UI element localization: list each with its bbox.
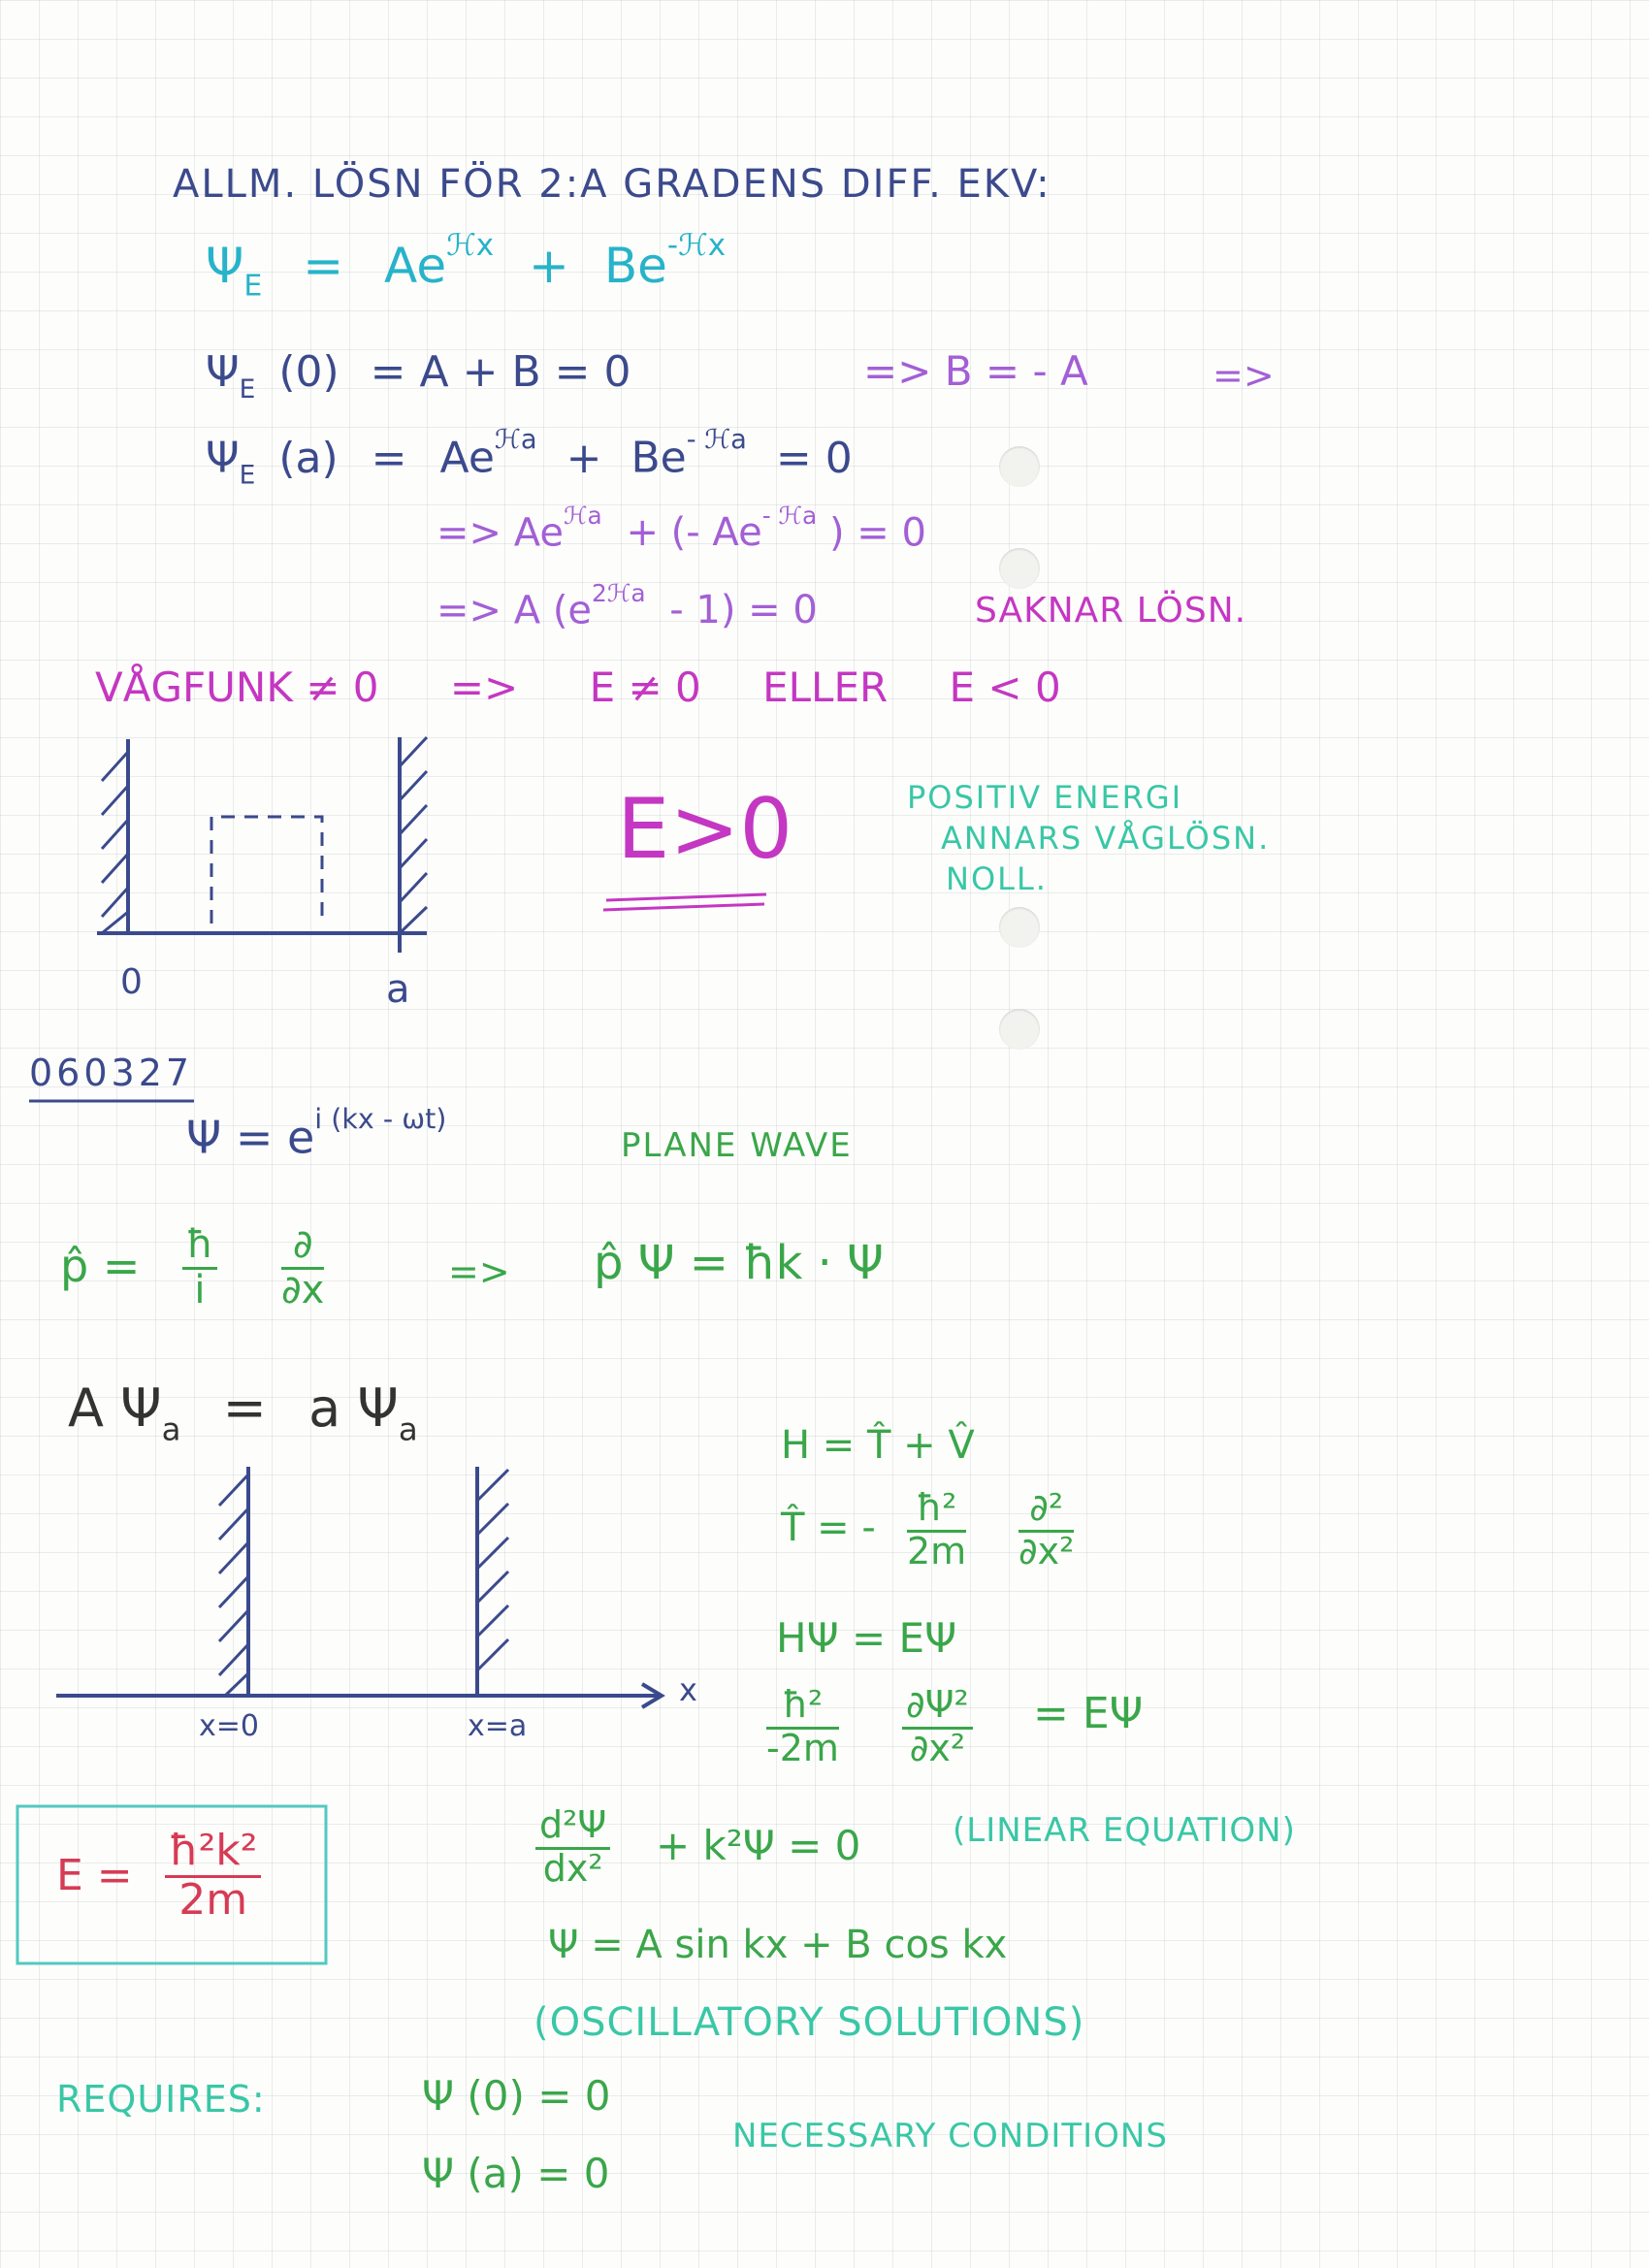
denominator: 2m: [907, 1529, 967, 1572]
energy-positive: E>0: [617, 781, 793, 878]
label-x-equals-a: x=a: [468, 1709, 528, 1743]
linear-equation-note: (LINEAR EQUATION): [953, 1811, 1296, 1850]
energy-formula-lhs: E =: [56, 1851, 133, 1900]
hbar-over-i: [182, 1224, 217, 1311]
numerator: ħ²k²: [165, 1829, 261, 1878]
equals: =: [371, 433, 407, 483]
momentum-operator-lhs: p̂ =: [60, 1240, 141, 1292]
denominator: 2m: [178, 1875, 248, 1926]
equals: =: [303, 237, 344, 294]
exponent: ℋa: [564, 502, 602, 530]
plane-wave-equation: [186, 1103, 447, 1164]
denominator: -2m: [766, 1726, 839, 1769]
well-label-a: a: [386, 967, 410, 1012]
step1-end: ) = 0: [828, 510, 926, 556]
partial-derivative-x: [281, 1224, 324, 1311]
exponent: ℋx: [446, 228, 495, 263]
energy-formula-fraction: [165, 1826, 261, 1926]
left-wall-hatch: [219, 1474, 248, 1696]
plus: +: [529, 237, 569, 294]
note-line-1: POSITIV ENERGI: [907, 779, 1183, 816]
date-label: 060327: [29, 1052, 194, 1094]
note-line-3: NOLL.: [946, 860, 1048, 897]
momentum-eigen-relation: p̂ Ψ = ħk · Ψ: [594, 1236, 884, 1290]
general-oscillatory-solution: Ψ = A sin kx + B cos kx: [548, 1923, 1008, 1967]
oscillatory-note: (OSCILLATORY SOLUTIONS): [534, 2000, 1085, 2045]
equals: =: [222, 1377, 267, 1439]
denominator: ∂x²: [1018, 1529, 1075, 1572]
bc0-rhs: = A + B = 0: [370, 347, 631, 397]
second-derivative-x: [1018, 1486, 1075, 1572]
second-derivative-psi: [902, 1683, 973, 1769]
psi-symbol: Ψ: [206, 347, 240, 397]
hbar2-over-2m: [907, 1486, 967, 1572]
x-axis-label: x: [679, 1671, 697, 1708]
psi-symbol: Ψ: [206, 237, 244, 294]
subscript: E: [239, 460, 256, 491]
label-x-equals-0: x=0: [199, 1709, 259, 1743]
term-b: Be: [630, 433, 687, 483]
hamiltonian-definition: H = T̂ + V̂: [781, 1423, 975, 1468]
minus-hbar2-over-2m: [766, 1683, 839, 1769]
exponent: - ℋa: [761, 502, 818, 530]
energy-negative: E < 0: [949, 664, 1061, 711]
denominator: i: [194, 1268, 206, 1312]
or-word: ELLER: [762, 664, 889, 711]
numerator: ∂: [281, 1224, 324, 1270]
right-wall-hatch: [400, 737, 427, 933]
wavefunction-nonzero: VÅGFUNK ≠ 0: [95, 664, 379, 711]
note-line-2: ANNARS VÅGLÖSN.: [941, 820, 1271, 857]
page-heading: ALLM. LÖSN FÖR 2:A GRADENS DIFF. EKV:: [173, 162, 1051, 207]
numerator: ħ²: [766, 1686, 839, 1730]
step2-a: => A (e: [436, 588, 593, 633]
implies-arrow: =>: [449, 664, 519, 711]
step1-a: => Ae: [436, 510, 565, 556]
bc0-result: => B = - A: [863, 347, 1088, 395]
numerator: ∂²: [1018, 1489, 1074, 1533]
exponent: - ℋa: [686, 425, 747, 455]
subscript: a: [398, 1410, 418, 1448]
left-wall-hatch: [102, 752, 128, 933]
exponent: 2ℋa: [592, 579, 646, 607]
no-solution-note: SAKNAR LÖSN.: [975, 591, 1247, 631]
psi-symbol: Ψ: [206, 433, 240, 483]
numerator: d²Ψ: [535, 1806, 610, 1850]
argument: (0): [278, 347, 340, 397]
exponent: i (kx - ωt): [314, 1103, 447, 1135]
necessary-conditions-note: NECESSARY CONDITIONS: [732, 2117, 1168, 2155]
d2psi-dx2: [535, 1803, 610, 1890]
rhs: = 0: [775, 433, 853, 483]
subscript: E: [243, 269, 263, 304]
denominator: ∂x²: [909, 1726, 966, 1769]
dashed-wavefunction: [211, 817, 322, 923]
right-wall-hatch: [477, 1470, 508, 1670]
plus: +: [566, 433, 602, 483]
condition-psi-a: Ψ (a) = 0: [422, 2150, 610, 2197]
implies-arrow: =>: [448, 1250, 510, 1293]
plane-wave-lhs: Ψ = e: [186, 1111, 315, 1164]
term-a: Ae: [384, 237, 447, 294]
well-label-0: 0: [120, 962, 143, 1002]
exponent: -ℋx: [666, 228, 727, 263]
subscript: E: [239, 373, 256, 405]
step1-mid: + (- Ae: [626, 510, 762, 556]
plane-wave-label: PLANE WAVE: [621, 1126, 853, 1165]
eigen-rhs: a Ψ: [308, 1377, 399, 1439]
linear-equation-rhs: + k²Ψ = 0: [656, 1822, 861, 1869]
eigen-lhs: A Ψ: [68, 1377, 162, 1439]
infinite-well-diagram-2: [56, 1467, 662, 1707]
exponent: ℋa: [494, 425, 537, 455]
subscript: a: [161, 1410, 181, 1448]
e-positive-underline: [603, 894, 766, 910]
denominator: ∂x: [281, 1268, 325, 1312]
infinite-well-diagram-1: [97, 737, 427, 953]
schrodinger-rhs: = EΨ: [1033, 1689, 1144, 1738]
eigenvalue-equation: [68, 1377, 418, 1448]
numerator: ∂Ψ²: [902, 1686, 973, 1730]
term-b: Be: [603, 237, 667, 294]
argument: (a): [278, 433, 339, 483]
requires-label: REQUIRES:: [56, 2078, 266, 2121]
condition-psi-0: Ψ (0) = 0: [422, 2072, 611, 2120]
energy-nonzero: E ≠ 0: [589, 664, 701, 711]
term-a: Ae: [439, 433, 495, 483]
step2-end: - 1) = 0: [669, 588, 818, 633]
numerator: ħ: [182, 1224, 217, 1270]
denominator: dx²: [542, 1846, 603, 1890]
kinetic-operator-lhs: T̂ = -: [781, 1506, 876, 1550]
implies-arrow: =>: [1212, 354, 1275, 397]
numerator: ħ²: [907, 1489, 966, 1533]
schrodinger-operator-form: HΨ = EΨ: [776, 1614, 957, 1662]
